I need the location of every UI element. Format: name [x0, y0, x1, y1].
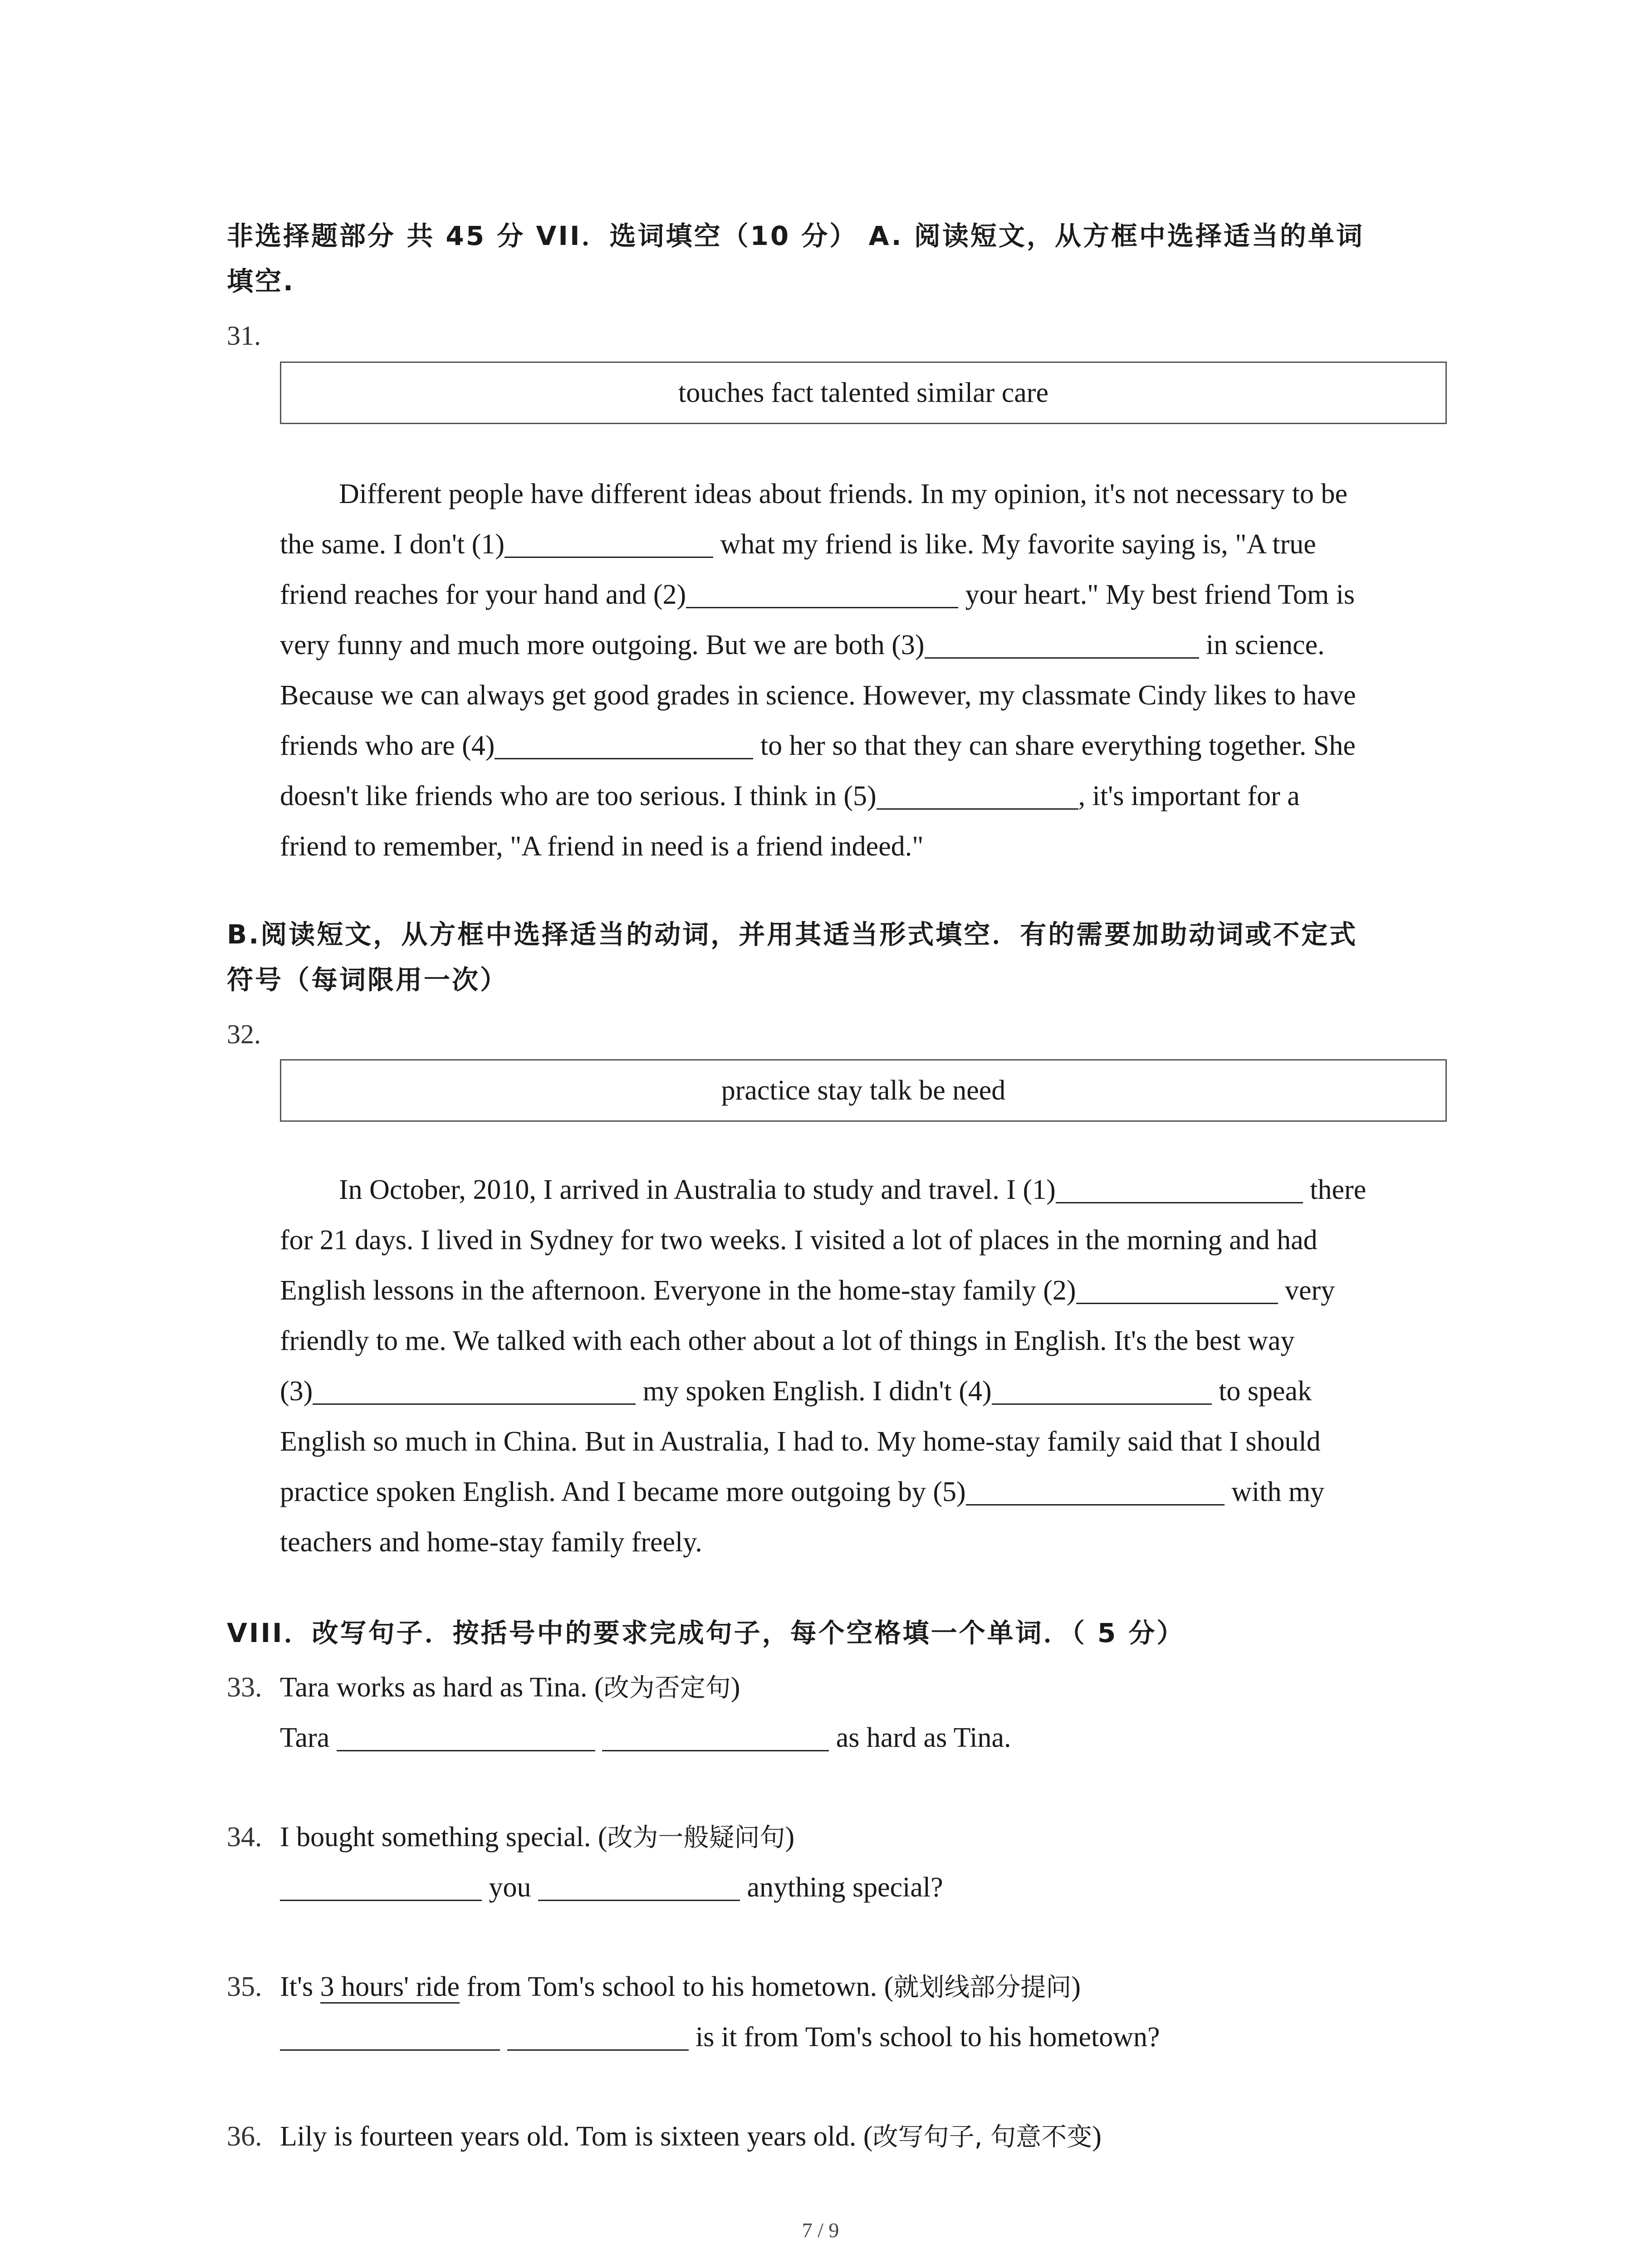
q32-line: practice spoken English. And I became more outgoing by (5) with my	[280, 1467, 1450, 1517]
q31-line: Different people have different ideas about friends. In my opinion, it's not necessary to be	[339, 479, 1348, 509]
q32-line: for 21 days. I lived in Sydney for two weeks. I visited a lot of places in the morning and had	[280, 1225, 1318, 1256]
q32-line: friendly to me. We talked with each other about a lot of things in English. It's the best way	[280, 1325, 1295, 1356]
question-32-number: 32.	[227, 1019, 261, 1049]
question-34: 34. I bought something special. (改为一般疑问句)	[227, 1812, 794, 1863]
q32-line: English lessons in the afternoon. Everyone in the home-stay family (2) very	[280, 1266, 1450, 1316]
q31-line: friend reaches for your hand and (2) your heart." My best friend Tom is	[280, 570, 1450, 620]
q31-blank-2[interactable]	[686, 575, 958, 608]
q35-blank-1[interactable]	[280, 2018, 500, 2051]
q31-line: the same. I don't (1) what my friend is like. My favorite saying is, "A true	[280, 519, 1450, 570]
question-31-number: 31.	[227, 321, 261, 351]
q33-blank-1[interactable]	[337, 1718, 595, 1751]
q32-blank-3[interactable]	[313, 1372, 636, 1405]
q31-line: friends who are (4) to her so that they can share everything together. She	[280, 721, 1450, 771]
q32-blank-2[interactable]	[1076, 1271, 1278, 1304]
question-33-number: 33.	[227, 1672, 262, 1703]
q32-blank-4[interactable]	[992, 1372, 1212, 1405]
q32-line: teachers and home-stay family freely.	[280, 1527, 702, 1558]
q32-blank-5[interactable]	[966, 1472, 1225, 1505]
question-35: 35. It's 3 hours' ride from Tom's school to his hometown. (就划线部分提问)	[227, 1962, 1081, 2013]
q31-line: doesn't like friends who are too serious. I think in (5) , it's important for a	[280, 771, 1450, 821]
q31-blank-4[interactable]	[495, 726, 753, 759]
question-36: 36. Lily is fourteen years old. Tom is sixteen years old. (改写句子, 句意不变)	[227, 2112, 1102, 2162]
q33-blank-2[interactable]	[602, 1718, 829, 1751]
underlined-phrase: 3 hours' ride	[320, 1971, 460, 2004]
q31-blank-5[interactable]	[877, 777, 1078, 810]
q35-answer-line: is it from Tom's school to his hometown?	[280, 2012, 1160, 2063]
q31-passage	[280, 469, 1450, 872]
q33-answer-line: Tara as hard as Tina.	[280, 1713, 1011, 1763]
question-34-number: 34.	[227, 1822, 262, 1853]
section-b-heading-line2: 符号（每词限用一次）	[227, 964, 509, 995]
q31-line: very funny and much more outgoing. But we are both (3) in science.	[280, 620, 1450, 670]
q31-blank-1[interactable]	[505, 525, 713, 558]
q32-line: English so much in China. But in Australia, I had to. My home-stay family said that I should	[280, 1426, 1321, 1457]
q32-passage	[280, 1165, 1450, 1568]
page-number: 7 / 9	[802, 2219, 839, 2242]
q31-line: Because we can always get good grades in science. However, my classmate Cindy likes to have	[280, 680, 1356, 711]
section-a-heading-line1: 非选择题部分 共 45 分 VII．选词填空（10 分） A. 阅读短文，从方框中选择适当的单词	[227, 220, 1364, 251]
q31-line: friend to remember, "A friend in need is a friend indeed."	[280, 831, 924, 862]
q34-blank-1[interactable]	[280, 1868, 482, 1901]
q32-line: (3) my spoken English. I didn't (4) to speak	[280, 1366, 1450, 1417]
q35-blank-2[interactable]	[507, 2018, 689, 2051]
q31-blank-3[interactable]	[925, 626, 1199, 659]
q32-blank-1[interactable]	[1056, 1170, 1303, 1203]
q32-word-box: practice stay talk be need	[280, 1059, 1447, 1122]
question-36-number: 36.	[227, 2121, 262, 2152]
q34-answer-line: you anything special?	[280, 1862, 943, 1913]
question-35-number: 35.	[227, 1971, 262, 2002]
section-c-heading: VIII．改写句子．按括号中的要求完成句子，每个空格填一个单词．（ 5 分）	[227, 1618, 1185, 1648]
section-a-heading-line2: 填空.	[227, 266, 295, 297]
section-b-heading-line1: B.阅读短文，从方框中选择适当的动词，并用其适当形式填空．有的需要加助动词或不定式	[227, 919, 1358, 950]
q34-blank-2[interactable]	[538, 1868, 740, 1901]
question-33: 33. Tara works as hard as Tina. (改为否定句)	[227, 1662, 740, 1713]
q32-line: In October, 2010, I arrived in Australia to study and travel. I (1) there	[280, 1165, 1450, 1215]
q31-word-box: touches fact talented similar care	[280, 362, 1447, 424]
